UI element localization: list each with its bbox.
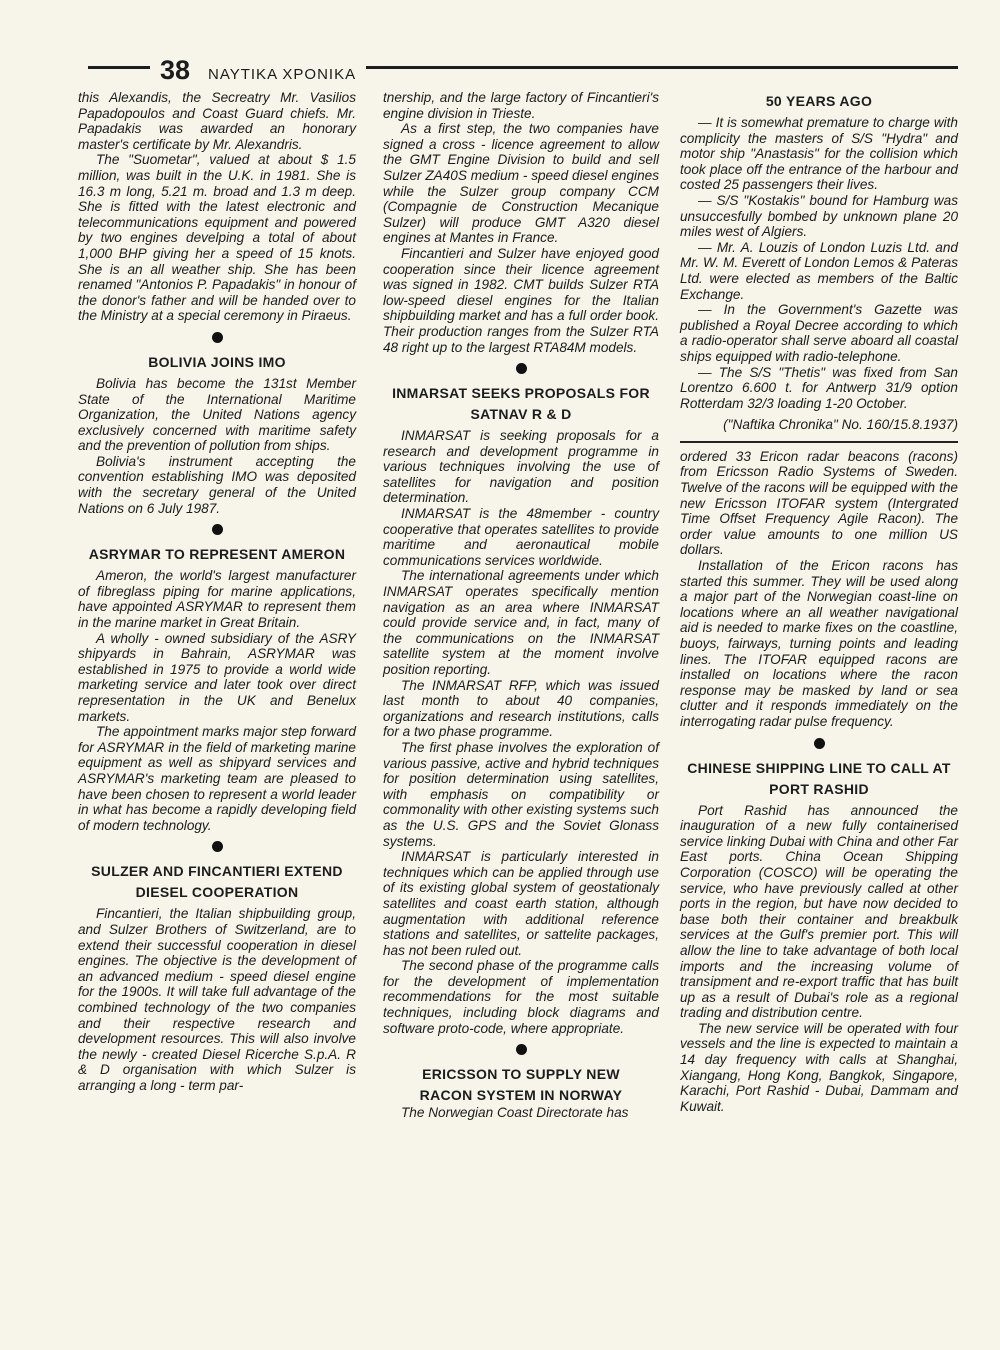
page-header <box>0 0 1000 90</box>
section-bullet <box>212 332 223 343</box>
header-rule-left <box>88 66 150 69</box>
ericsson-heading-line-1: ERICSSON TO SUPPLY NEW <box>422 1066 620 1083</box>
bolivia-paragraph-2: Bolivia's instrument accepting the convention establishing IMO was deposited with the secretary general of the United Nations on 6 July 1987. <box>78 453 356 516</box>
magazine-name: ΝΑΥΤΙΚΑ ΧΡΟΝΙΚΑ <box>208 66 357 83</box>
fifty-years-item-4: — In the Government's Gazette was published a Royal Decree according to which a radio-operator shall serve aboard all coastal ships equipped with radio-telephone. <box>680 302 958 364</box>
fifty-years-heading: 50 YEARS AGO <box>765 93 873 109</box>
bolivia-heading: BOLIVIA JOINS IMO <box>148 353 286 370</box>
ericsson-heading-line-2: RACON SYSTEM IN NORWAY <box>419 1087 623 1104</box>
section-bullet <box>516 1044 527 1055</box>
chinese-heading-line-2: PORT RASHID <box>769 780 869 797</box>
asrymar-paragraph-1: Ameron, the world's largest manufacturer of fibreglass piping for marine applications, have appointed ASRYMAR to represent them in the marine market in Great Britain. <box>78 568 356 631</box>
fifty-years-source: ("Naftika Chronika" No. 160/15.8.1937) <box>723 417 958 433</box>
asrymar-paragraph-2: A wholly - owned subsidiary of the ASRY shipyards in Bahrain, ASRYMAR was established in 1975 to provide a world wide marketing service and later took over direct representation in the UK and Benelux markets. <box>78 630 356 724</box>
chinese-paragraph-2: The new service will be operated with four vessels and the line is expected to maintain a 14 day frequency with calls at Shanghai, Xiangang, Hong Kong, Bangkok, Singapore, Karachi, Port Rashid - Dubai, Dammam and Kuwait. <box>680 1020 958 1114</box>
fifty-years-item-3: — Mr. A. Louzis of London Luzis Ltd. and Mr. W. M. Everett of London Lemos & Pateras Ltd. were elected as members of the Baltic Exchange. <box>680 239 958 302</box>
inmarsat-heading-line-2: SATNAV R & D <box>470 406 572 423</box>
section-bullet <box>814 738 825 749</box>
sulzer-heading-line-2: DIESEL COOPERATION <box>135 884 299 901</box>
ericsson-paragraph-1: The Norwegian Coast Directorate has <box>401 1105 629 1121</box>
section-bullet <box>516 363 527 374</box>
section-bullet <box>212 841 223 852</box>
inmarsat-heading-line-1: INMARSAT SEEKS PROPOSALS FOR <box>392 385 650 402</box>
chinese-heading-line-1: CHINESE SHIPPING LINE TO CALL AT <box>687 759 951 776</box>
ericsson-paragraph-2: Installation of the Ericon racons has started this summer. They will be used along a major part of the Norwegian coast-line on locations where an all weather navigational aid is needed to marke fixes on the coastline, buoys, fairways, turning points and leading lines. The ITOFAR equipped racons are installed on locations where the racon response may be masked by land or sea clutter and it responds immediately on the interrogating radar pulse frequency. <box>680 558 958 729</box>
inmarsat-paragraph-3: The international agreements under which INMARSAT operates specifically mention navigation as an area where INMARSAT could provide service and, in fact, many of the communications on the INMARSAT satellite system at the moment involve position reporting. <box>383 568 659 677</box>
asrymar-heading: ASRYMAR TO REPRESENT AMERON <box>88 546 346 563</box>
asrymar-paragraph-3: The appointment marks major step forward for ASRYMAR in the field of marketing marine equipment as well as shipyard services and ASRYMAR's marketing team are pleased to have been chosen to represent a world leader in what has become a rapidly developing field of modern technology. <box>78 724 356 833</box>
column-rule <box>680 441 958 443</box>
page-number: 38 <box>160 55 191 85</box>
sulzer-heading-line-1: SULZER AND FINCANTIERI EXTEND <box>91 863 343 880</box>
fifty-years-item-1: — It is somewhat premature to charge with complicity the masters of S/S "Hydra" and motor ship "Anastasis" for the collision which took place off the entrance of the harbour and costed 25 passengers their lives. <box>680 115 958 193</box>
bolivia-paragraph-1: Bolivia has become the 131st Member State of the International Maritime Organization, the United Nations agency exclusively concerned with maritime safety and the prevention of pollution from ships. <box>78 375 356 454</box>
ericsson-paragraph-1-continued: ordered 33 Ericon radar beacons (racons) from Ericsson Radio Systems of Sweden. Twelve of the racons will be equipped with the new Ericsson ITOFAR system (Intergrated Time Offset Frequency Agile Racon). The order value amounts to one million US dollars. <box>680 448 958 558</box>
sulzer-paragraph-1-continued: tnership, and the large factory of Fincantieri's engine division in Trieste. <box>383 90 659 121</box>
inmarsat-paragraph-1: INMARSAT is seeking proposals for a research and development programme in various techniques involving the use of satellites for navigation and position determination. <box>383 428 659 506</box>
intro-paragraph-1: this Alexandis, the Secreatry Mr. Vasilios Papadopoulos and Coast Guard chiefs. Mr. Papadakis was awarded an honorary master's certificate by Mr. Alexandris. <box>78 90 356 152</box>
section-bullet <box>212 524 223 535</box>
header-rule-right <box>366 66 958 69</box>
column-2 <box>383 90 659 1121</box>
intro-paragraph-2: The "Suometar", valued at about $ 1.5 million, was built in the U.K. in 1981. She is 16.3 m long, 5.21 m. broad and 1.3 m deep. She is fitted with the latest electronic and telecommunications equipment and powered by two engines develping a total of about 1,000 BHP giving her a speed of 15 knots. She is an all weather ship. She has been renamed "Antonios P. Papadakis" in honour of the donor's father and will be handed over to the Ministry at a special ceremony in Piraeus. <box>78 152 356 324</box>
fifty-years-item-5: — The S/S "Thetis" was fixed from San Lorentzo 6.600 t. for Antwerp 31/9 option Rotterdam 32/3 loading 1-20 October. <box>680 364 958 411</box>
inmarsat-paragraph-7: The second phase of the programme calls for the development of implementation recommendations for the most suitable techniques, including block diagrams and software proto-code, where appropriate. <box>383 958 659 1036</box>
sulzer-paragraph-1: Fincantieri, the Italian shipbuilding group, and Sulzer Brothers of Switzerland, are to extend their successful cooperation in diesel engines. The objective is the development of an advanced medium - speed diesel engine for the 1900s. It will take full advantage of the combined technology of the two companies and their respective research and development resources. This will also involve the newly - created Diesel Ricerche S.p.A. R & D organisation with which Sulzer is arranging a long - term par- <box>78 906 356 1093</box>
inmarsat-paragraph-4: The INMARSAT RFP, which was issued last month to about 40 companies, organizations and research institutions, calls for a two phase programme. <box>383 677 659 740</box>
column-1 <box>78 90 356 1093</box>
column-3 <box>680 90 958 1114</box>
chinese-paragraph-1: Port Rashid has announced the inauguration of a new fully containerised service linking Dubai with China and other Far East ports. China Ocean Shipping Corporation (COSCO) will be operating the service, who have previously called at other ports in the region, but have now decided to base both their container and breakbulk services at the Gulf's premier port. This will allow the line to take advantage of both local imports and the increasing volume of transipment and re-export traffic that has built up as a result of Dubai's role as a regional trading and distribution centre. <box>680 802 958 1021</box>
sulzer-paragraph-3: Fincantieri and Sulzer have enjoyed good cooperation since their licence agreement was signed in 1982. CMT builds Sulzer RTA low-speed diesel engines for the Italian shipbuilding market and has a full order book. Their production ranges from the Sulzer RTA 48 right up to the largest RTA84M models. <box>383 245 659 355</box>
fifty-years-item-2: — S/S "Kostakis" bound for Hamburg was unsuccesfully bombed by unknown plane 20 miles west of Algiers. <box>680 192 958 240</box>
inmarsat-paragraph-5: The first phase involves the exploration of various passive, active and hybrid techniques for position determination using satellites, with emphasis on compatibility or commonality with other existing systems such as the U.S. GPS and the Soviet Glonass systems. <box>383 739 659 849</box>
inmarsat-paragraph-2: INMARSAT is the 48member - country cooperative that operates satellites to provide maritime and aeronautical mobile communications services worldwide. <box>383 506 659 568</box>
sulzer-paragraph-2: As a first step, the two companies have signed a cross - licence agreement to allow the GMT Engine Division to build and sell Sulzer ZA40S medium - speed diesel engines while the Sulzer group company CCM (Compagnie de Construction Mecanique Sulzer) will produce GMT A320 diesel engines at Mantes in France. <box>383 121 659 246</box>
inmarsat-paragraph-6: INMARSAT is particularly interested in techniques which can be applied through use of its existing global system of geostationaly satellites and coast earth station, although augmentation with additional reference stations and satellites, or sattelite packages, has not been ruled out. <box>383 849 659 958</box>
